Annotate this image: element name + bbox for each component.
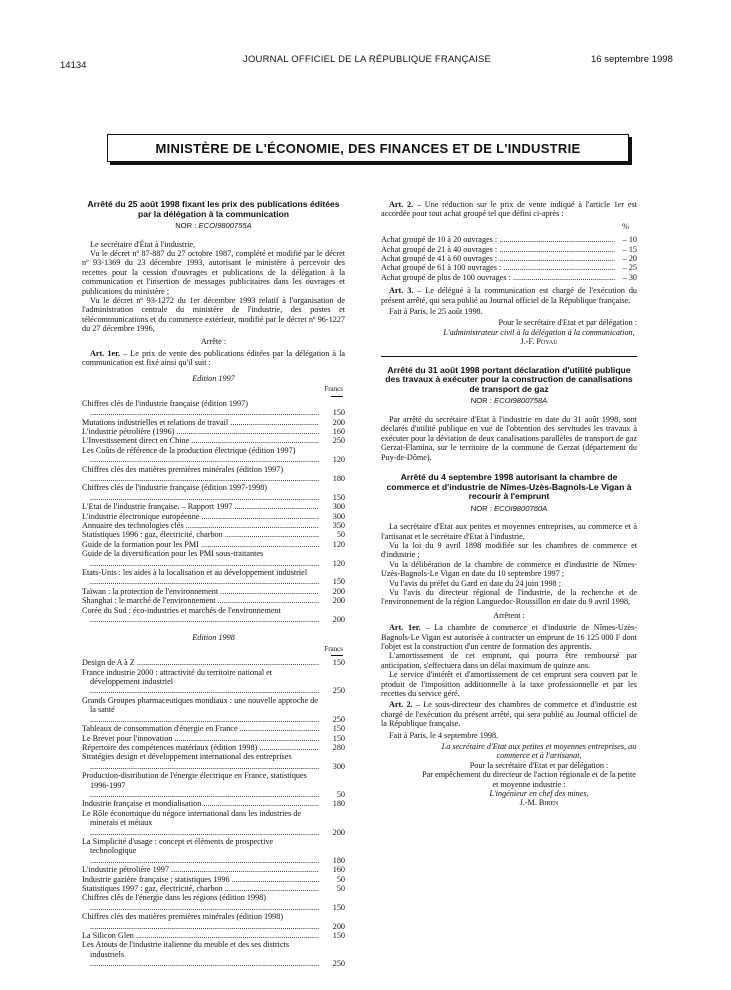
decree3-p5: Vu l'avis du directeur régional de l'industrie, de la recherche et de l'environnement de la région Languedoc-Roussillon en date du 9 avril 1998, — [381, 587, 637, 607]
publication-title: Chiffres clés des matières premières minérales (édition 1997) ..... — [82, 465, 319, 484]
discount-value: – 25 — [622, 263, 637, 273]
publication-title: Le Rôle économique du négoce international dans les industries de minerais et métaux ..... — [82, 809, 319, 837]
publication-price: 300 — [332, 511, 345, 521]
discount-value: – 30 — [622, 272, 637, 282]
ministry-banner — [107, 134, 629, 162]
publication-price: 150 — [332, 408, 345, 418]
publication-row — [82, 540, 345, 549]
publication-title: L'Investissement direct en Chine ..... — [82, 436, 319, 445]
decree3-sign4: L'ingénieur en chef des mines, — [489, 789, 589, 799]
publication-price: 200 — [332, 827, 345, 837]
publication-row — [82, 734, 345, 743]
discount-label: Achat groupé de 21 à 40 ouvrages : ..... — [381, 245, 615, 254]
publication-row — [82, 465, 345, 484]
publication-price: 50 — [336, 874, 345, 884]
decree3-sign2: Pour la secrétaire d'Etat et par délégation : — [469, 760, 609, 770]
publication-row — [82, 530, 345, 539]
nor-code: ECOI9800758A — [494, 396, 548, 406]
decree1-arrete: Arrête : — [200, 336, 227, 346]
publication-title: Guide de la formation pour les PMI ..... — [82, 540, 319, 549]
publication-price: 160 — [332, 426, 345, 436]
art-label: Art. 1er. — [389, 623, 421, 633]
discount-label: Achat groupé de plus de 100 ouvrages : ..... — [381, 273, 615, 282]
discount-row — [381, 273, 637, 282]
nor-label: NOR : — [175, 221, 197, 231]
publication-price: 200 — [332, 596, 345, 606]
publication-price: 300 — [332, 761, 345, 771]
publication-row — [82, 696, 345, 724]
issue-date: 16 septembre 1998 — [591, 54, 673, 65]
decree3-p3: Vu la délibération de la chambre de commerce et d'industrie de Nîmes-Uzès-Bagnols-Le Vigan en date du 10 septembre 1997 ; — [381, 559, 637, 579]
publication-price: 180 — [332, 473, 345, 483]
decree1-p3: Vu le décret nº 93-1272 du 1er décembre 1993 relatif à l'organisation de l'administration centrale du ministère de l'industrie, des postes et télécommunications et du commerce extérieur, modifié par le décret nº 96-1227 du 27 décembre 1996, — [82, 296, 345, 334]
publication-title: Etats-Unis : les aides à la localisation et au développement industriel ..... — [82, 568, 319, 587]
edition-1997-heading: Edition 1997 — [192, 373, 235, 383]
decree3-nor — [381, 504, 637, 513]
decree1-done: Fait à Paris, le 25 août 1998. — [389, 307, 483, 317]
publication-row — [82, 668, 345, 696]
art-label: Art. 2. — [389, 200, 414, 209]
publication-title: L'industrie pétrolière (1996) ..... — [82, 427, 319, 436]
discount-row — [381, 263, 637, 272]
left-column — [82, 200, 345, 969]
decree2-title: Arrêté du 31 août 1998 portant déclaration d'utilité publique des travaux à exécuter pour la construction de canalisations de transport de gaz — [385, 364, 633, 394]
nor-label: NOR : — [470, 396, 492, 406]
publication-price: 180 — [332, 799, 345, 809]
nor-label: NOR : — [470, 503, 492, 513]
publication-row — [82, 771, 345, 799]
publication-price: 120 — [332, 539, 345, 549]
publication-price: 200 — [332, 615, 345, 625]
publication-title: Shanghai : le marché de l'environnement ..... — [82, 596, 319, 605]
publication-title: Chiffres clés de l'énergie dans les régions (édition 1998) ..... — [82, 893, 319, 912]
publication-title: L'industrie pétrolière 1997 ..... — [82, 865, 319, 874]
publication-row — [82, 606, 345, 625]
publication-title: Chiffres clés de l'industrie française (édition 1997-1998) ..... — [82, 483, 319, 502]
decree3-p2: Vu la loi du 9 avril 1898 modifiée sur les chambres de commerce et d'industrie ; — [381, 540, 637, 560]
publication-title: France industrie 2000 : attractivité du territoire national et développement industriel ..... — [82, 668, 319, 696]
decree1-sign2: L'administrateur civil à la délégation à la communication, — [443, 327, 635, 337]
decree3-done: Fait à Paris, le 4 septembre 1998. — [389, 730, 499, 740]
decree1-sign1: Pour le secrétaire d'Etat et par délégation : — [498, 318, 637, 328]
discount-row — [381, 235, 637, 244]
discount-label: Achat groupé de 41 à 60 ouvrages : ..... — [381, 254, 615, 263]
publication-title: Statistiques 1997 : gaz, électricité, charbon ..... — [82, 884, 319, 893]
art-label: Art. 3. — [389, 286, 414, 296]
journal-title: JOURNAL OFFICIEL DE LA RÉPUBLIQUE FRANÇAISE — [243, 54, 492, 65]
section-divider — [381, 356, 637, 357]
publication-price: 150 — [332, 658, 345, 668]
publication-title: Les Atouts de l'industrie italienne du meuble et des ses districts industriels ..... — [82, 940, 319, 968]
publication-title: Répertoire des compétences matériaux (édition 1998) ..... — [82, 743, 319, 752]
francs-label: Francs — [324, 385, 343, 394]
decree3-art2 — [381, 700, 637, 728]
publication-title: Statistiques 1996 : gaz, électricité, charbon ..... — [82, 530, 319, 539]
decree2-p1: Par arrêté du secrétaire d'Etat à l'industrie en date du 31 août 1998, sont déclarés d'utilité publique en vue de l'obtention des servitudes les travaux à exécuter pour la déviation de deux canalisations parallèles de transport de gaz Gerzat-Flamina, sur le territoire de la commune de Gerzat (département du Puy-de-Dôme). — [381, 414, 637, 462]
publication-row — [82, 399, 345, 418]
publication-title: Chiffres clés de l'industrie française (édition 1997) ..... — [82, 399, 319, 418]
publication-row — [82, 865, 345, 874]
publication-title: Corée du Sud : éco-industries et marchés de l'environnement ..... — [82, 606, 319, 625]
publication-price: 250 — [332, 436, 345, 446]
publication-row — [82, 436, 345, 445]
francs-column-label — [82, 385, 345, 396]
publication-row — [82, 893, 345, 912]
publication-row — [82, 418, 345, 427]
publication-title: Production-distribution de l'énergie électrique en France, statistiques 1996-1997 ..... — [82, 771, 319, 799]
decree1-sign3: J.-F. Poyau — [520, 337, 558, 347]
publication-price: 120 — [332, 558, 345, 568]
publication-title: Industrie française et mondialisation ..... — [82, 799, 319, 808]
publication-row — [82, 587, 345, 596]
discount-value: – 15 — [622, 244, 637, 254]
right-column — [381, 200, 637, 808]
publication-row — [82, 427, 345, 436]
nor-code: ECOI9800755A — [198, 221, 252, 231]
decree3-sign5: J.-M. Biren — [519, 798, 559, 808]
publication-title: Mutations industrielles et relations de travail ..... — [82, 418, 319, 427]
publication-row — [82, 799, 345, 808]
publication-title: La Simplicité d'usage : concept et éléments de prospective technologique ..... — [82, 837, 319, 865]
decree3-sign3: Par empêchement du directeur de l'action régionale et de la petite et moyenne industrie : — [422, 770, 636, 789]
decree1-title: Arrêté du 25 août 1998 fixant les prix des publications éditées par la délégation à la communication — [87, 199, 340, 219]
price-list-1998 — [82, 658, 345, 968]
publication-row — [82, 931, 345, 940]
publication-title: L'industrie électronique européenne ..... — [82, 512, 319, 521]
publication-title: Grands Groupes pharmaceutiques mondiaux : une nouvelle approche de la santé ..... — [82, 696, 319, 724]
ministry-title: MINISTÈRE DE L'ÉCONOMIE, DES FINANCES ET DE L'INDUSTRIE — [155, 140, 581, 156]
publication-row — [82, 940, 345, 968]
publication-price: 150 — [332, 902, 345, 912]
publication-title: Les Coûts de référence de la production électrique (édition 1997) ..... — [82, 446, 319, 465]
publication-price: 200 — [332, 417, 345, 427]
publication-price: 150 — [332, 931, 345, 941]
publication-row — [82, 912, 345, 931]
publication-price: 150 — [332, 724, 345, 734]
discount-value: – 20 — [622, 254, 637, 264]
publication-title: Tableaux de consommation d'énergie en France ..... — [82, 724, 319, 733]
publication-row — [82, 502, 345, 511]
discount-row — [381, 254, 637, 263]
discount-value: – 10 — [622, 235, 637, 245]
art-text: – Le prix de vente des publications éditées par la délégation à la communication est fixé ainsi qu'il suit : — [82, 349, 345, 368]
publication-row — [82, 752, 345, 771]
percent-label: % — [622, 221, 629, 231]
publication-row — [82, 483, 345, 502]
decree3-title: Arrêté du 4 septembre 1998 autorisant la chambre de commerce et d'industrie de Nîmes-Uzès-Bagnols-Le Vigan à recourir à l'emprunt — [386, 471, 632, 502]
publication-row — [82, 596, 345, 605]
art-label: Art. 1er. — [90, 349, 121, 359]
decree1-art2 — [381, 200, 637, 219]
publication-row — [82, 446, 345, 465]
publication-row — [82, 549, 345, 568]
decree3-p4: Vu l'avis du préfet du Gard en date du 24 juin 1998 ; — [389, 578, 561, 588]
decree1-p1: Le secrétaire d'État à l'industrie, — [90, 239, 196, 249]
decree3-p7: Le service d'intérêt et d'amortissement de cet emprunt sera couvert par le produit de l'imposition additionnelle à la taxe professionnelle et par les recettes du service géré. — [381, 670, 637, 698]
publication-price: 300 — [332, 502, 345, 512]
publication-price: 200 — [332, 921, 345, 931]
publication-price: 200 — [332, 586, 345, 596]
discount-label: Achat groupé de 61 à 100 ouvrages : ..... — [381, 263, 615, 272]
art-text: – Une réduction sur le prix de vente indiqué à l'article 1er est accordée pour tout achat groupé tel que défini ci-après : — [381, 200, 637, 219]
page-number: 14134 — [60, 60, 87, 71]
decree1-nor — [82, 221, 345, 230]
publication-price: 180 — [332, 855, 345, 865]
publication-title: Guide de la diversification pour les PMI sous-traitantes ..... — [82, 549, 319, 568]
francs-label: Francs — [324, 644, 343, 653]
decree3-sign1: La secrétaire d'Etat aux petites et moyennes entreprises, au commerce et à l'artisanat, — [441, 742, 637, 761]
discount-table — [381, 235, 637, 282]
publication-row — [82, 568, 345, 587]
publication-title: Le Brevet pour l'innovation ..... — [82, 734, 319, 743]
publication-price: 160 — [332, 865, 345, 875]
decree1-p2: Vu le décret nº 87-887 du 27 octobre 1987, complété et modifié par le décret nº 93-1369 du 23 décembre 1993, autorisant le ministère à percevoir des recettes pour la cession d'ouvrages et publications de la délégation à la communication et l'insertion de messages publicitaires dans les ouvrages et publications du ministère ; — [82, 249, 345, 296]
publication-title: Chiffres clés des matières premières minérales (édition 1998) ..... — [82, 912, 319, 931]
publication-row — [82, 875, 345, 884]
publication-price: 50 — [336, 530, 345, 540]
publication-title: Annuaire des technologies clés ..... — [82, 521, 319, 530]
publication-price: 50 — [336, 884, 345, 893]
publication-price: 150 — [332, 733, 345, 743]
publication-price: 50 — [336, 789, 345, 799]
publication-row — [82, 658, 345, 667]
decree2-nor — [381, 396, 637, 405]
publication-row — [82, 837, 345, 865]
decree1-art1 — [82, 349, 345, 368]
art-text: – Le sous-directeur des chambres de commerce et d'industrie est chargé de l'exécution du présent arrêté, qui sera publié au Journal officiel de la République française. — [381, 700, 637, 729]
decree1-art3 — [381, 286, 637, 305]
decree3-p6: L'amortissement de cet emprunt, qui pourra être remboursé par anticipation, s'effectuera dans un délai maximum de quinze ans. — [381, 651, 637, 670]
publication-title: La Silicon Glen ..... — [82, 931, 319, 940]
francs-column-label — [82, 645, 345, 656]
publication-row — [82, 809, 345, 837]
art-text: – Le délégué à la communication est chargé de l'exécution du présent arrêté, qui sera publié au Journal officiel de la République française. — [381, 286, 638, 305]
publication-price: 250 — [332, 959, 345, 969]
decree3-arretent: Arrêtent : — [493, 610, 525, 620]
edition-1998-heading: Edition 1998 — [192, 633, 235, 643]
publication-title: Industrie gazière française ; statistiques 1996 ..... — [82, 875, 319, 884]
page-header — [0, 52, 731, 71]
publication-row — [82, 521, 345, 530]
decree3-art1 — [381, 623, 637, 651]
publication-row — [82, 724, 345, 733]
publication-price: 150 — [332, 577, 345, 587]
publication-price: 280 — [332, 742, 345, 752]
nor-code: ECOI9800760A — [494, 503, 548, 513]
publication-title: L'Etat de l'industrie française. – Rapport 1997 ..... — [82, 502, 319, 511]
publication-row — [82, 743, 345, 752]
publication-price: 120 — [332, 455, 345, 465]
publication-price: 150 — [332, 492, 345, 502]
publication-title: Design de A à Z ..... — [82, 658, 319, 667]
decree3-p1: La secrétaire d'Etat aux petites et moyennes entreprises, au commerce et à l'artisanat et le secrétaire d'Etat à l'industrie, — [381, 522, 637, 541]
price-list-1997 — [82, 399, 345, 625]
art-text: – La chambre de commerce et d'industrie de Nîmes-Uzès-Bagnols-Le Vigan est autorisée à contracter un emprunt de 16 125 000 F dont l'objet est la construction d'un centre de formation des apprentis. — [381, 623, 638, 651]
publication-price: 350 — [332, 520, 345, 530]
publication-row — [82, 884, 345, 893]
art-label: Art. 2. — [389, 700, 413, 710]
publication-price: 250 — [332, 714, 345, 724]
discount-label: Achat groupé de 10 à 20 ouvrages : ..... — [381, 235, 615, 244]
publication-price: 250 — [332, 686, 345, 696]
discount-row — [381, 245, 637, 254]
publication-title: Stratégies design et développement international des entreprises ..... — [82, 752, 319, 771]
publication-row — [82, 512, 345, 521]
publication-title: Taïwan : la protection de l'environnement ..... — [82, 587, 319, 596]
